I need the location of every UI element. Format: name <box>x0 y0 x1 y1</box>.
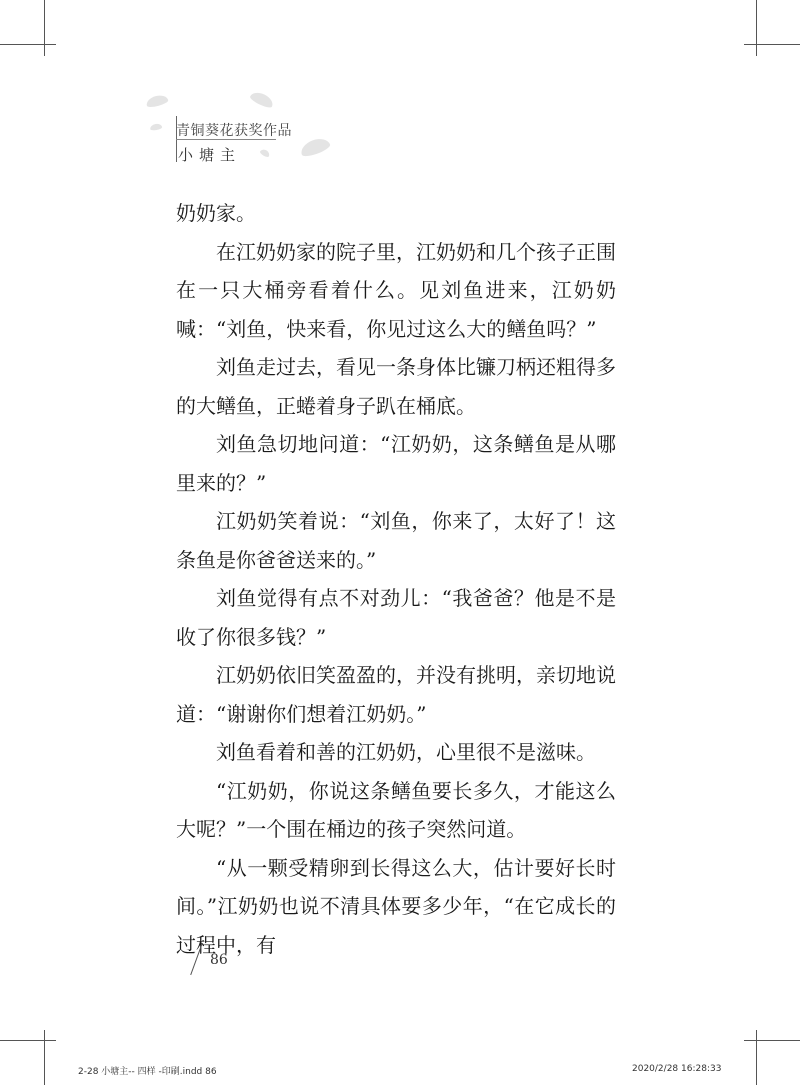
paragraph: 在江奶奶家的院子里，江奶奶和几个孩子正围在一只大桶旁看着什么。见刘鱼进来，江奶奶喊：“刘鱼，快来看，你见过这么大的鳝鱼吗？” <box>176 239 616 341</box>
crop-mark-bottom-left-v <box>44 1030 45 1085</box>
petal-decoration <box>145 93 169 108</box>
petal-decoration <box>150 123 163 131</box>
paragraph: 刘鱼走过去，看见一条身体比镰刀柄还粗得多的大鳝鱼，正蜷着身子趴在桶底。 <box>176 355 616 418</box>
footer-timestamp: 2020/2/28 16:28:33 <box>632 1064 722 1074</box>
paragraph: “江奶奶，你说这条鳝鱼要长多久，才能这么大呢？”一个围在桶边的孩子突然问道。 <box>176 778 616 841</box>
header-rule <box>176 139 276 140</box>
crop-mark-bottom-right-v <box>756 1030 757 1085</box>
series-title: 青铜葵花获奖作品 <box>176 123 292 139</box>
crop-mark-bottom-right-h <box>744 1040 800 1041</box>
body-text <box>176 194 616 964</box>
petal-decoration <box>259 148 271 158</box>
footer-filename: 2-28 小塘主-- 四样 -印刷.indd 86 <box>78 1067 217 1077</box>
page-number: 86 <box>210 952 228 968</box>
petal-decoration <box>249 89 275 109</box>
paragraph: 江奶奶依旧笑盈盈的，并没有挑明，亲切地说道：“谢谢你们想着江奶奶。” <box>176 663 616 726</box>
crop-mark-top-right-h <box>744 44 800 45</box>
petal-decoration <box>299 135 332 158</box>
book-title: 小塘主 <box>178 146 242 164</box>
crop-mark-top-right-v <box>756 0 757 56</box>
crop-mark-bottom-left-h <box>0 1040 56 1041</box>
paragraph: 奶奶家。 <box>176 201 256 225</box>
crop-mark-top-left-v <box>44 0 45 56</box>
paragraph: 刘鱼觉得有点不对劲儿：“我爸爸？他是不是收了你很多钱？” <box>176 586 616 649</box>
paragraph: 刘鱼看着和善的江奶奶，心里很不是滋味。 <box>216 740 596 764</box>
crop-mark-top-left-h <box>0 44 56 45</box>
paragraph: 刘鱼急切地问道：“江奶奶，这条鳝鱼是从哪里来的？” <box>176 432 616 495</box>
paragraph: 江奶奶笑着说：“刘鱼，你来了，太好了！这条鱼是你爸爸送来的。” <box>176 509 616 572</box>
paragraph: “从一颗受精卵到长得这么大，估计要好长时间。”江奶奶也说不清具体要多少年，“在它成长的过程中，有 <box>176 855 616 957</box>
